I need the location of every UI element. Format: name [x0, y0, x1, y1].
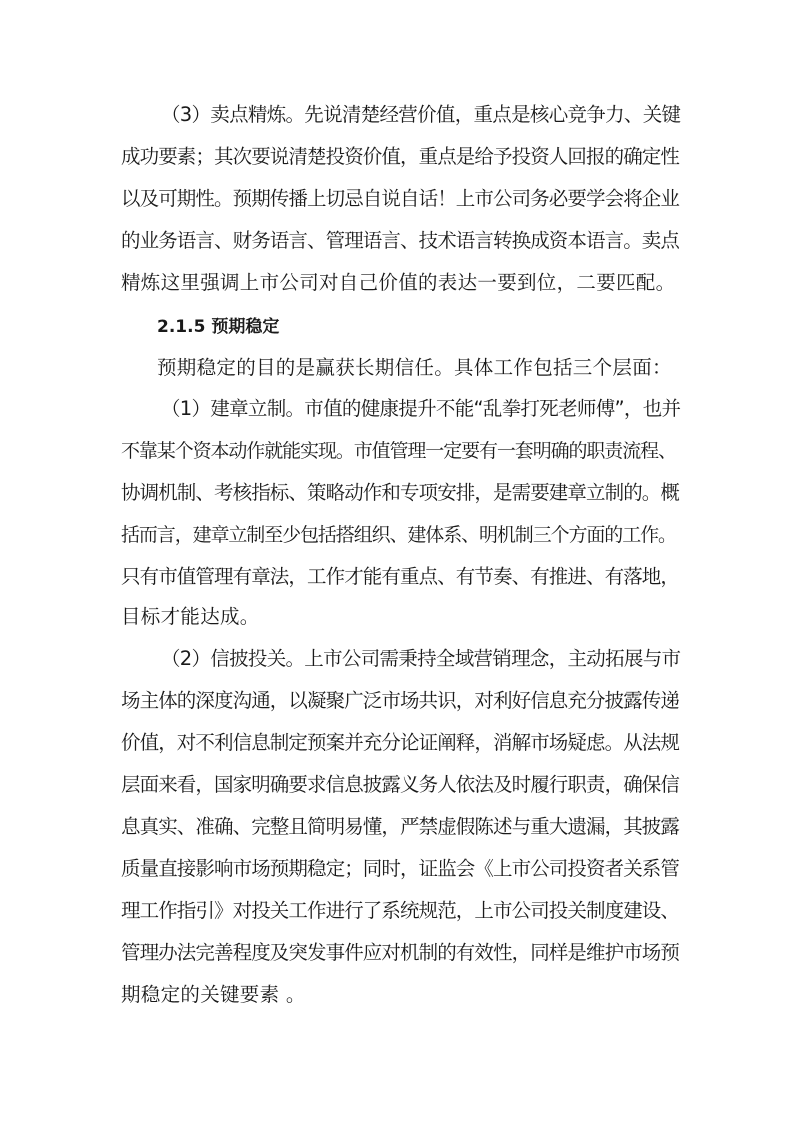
- paragraph-1-line-3: 以及可期性。预期传播上切忌自说自话！上市公司务必要学会将企业: [121, 187, 680, 210]
- paragraph-4-line-4: 层面来看，国家明确要求信息披露义务人依法及时履行职责，确保信: [121, 773, 680, 796]
- paragraph-4-line-2: 场主体的深度沟通，以凝聚广泛市场共识，对利好信息充分披露传递: [121, 689, 680, 712]
- paragraph-4-line-8: 管理办法完善程度及突发事件应对机制的有效性，同样是维护市场预: [121, 941, 680, 964]
- paragraph-3-line-1: （1）建章立制。市值的健康提升不能“乱拳打死老师傅”，也并: [161, 397, 681, 420]
- paragraph-3-line-4: 括而言，建章立制至少包括搭组织、建体系、明机制三个方面的工作。: [121, 524, 676, 546]
- paragraph-3-line-5: 只有市值管理有章法，工作才能有重点、有节奏、有推进、有落地，: [121, 565, 680, 588]
- paragraph-1-line-5: 精炼这里强调上市公司对自己价值的表达一要到位，二要匹配。: [121, 271, 676, 294]
- paragraph-1-line-1: （3）卖点精炼。先说清楚经营价值，重点是核心竞争力、关键: [161, 103, 681, 126]
- paragraph-1-line-2: 成功要素；其次要说清楚投资价值，重点是给予投资人回报的确定性: [121, 145, 680, 168]
- paragraph-3-line-6: 目标才能达成。: [121, 605, 260, 628]
- paragraph-4-line-1: （2）信披投关。上市公司需秉持全域营销理念，主动拓展与市: [161, 647, 681, 670]
- section-heading: 2.1.5 预期稳定: [157, 317, 280, 337]
- paragraph-3-line-2: 不靠某个资本动作就能实现。市值管理一定要有一套明确的职责流程、: [121, 440, 676, 462]
- paragraph-2-line-1: 预期稳定的目的是赢获长期信任。具体工作包括三个层面：: [157, 356, 672, 379]
- paragraph-4-line-5: 息真实、准确、完整且简明易懂，严禁虚假陈述与重大遗漏，其披露: [121, 815, 680, 838]
- paragraph-4-line-9: 期稳定的关键要素 。: [121, 983, 306, 1006]
- paragraph-1-line-4: 的业务语言、财务语言、管理语言、技术语言转换成资本语言。卖点: [121, 229, 680, 252]
- paragraph-4-line-6: 质量直接影响市场预期稳定；同时，证监会《上市公司投资者关系管: [121, 857, 680, 880]
- paragraph-4-line-3: 价值，对不利信息制定预案并充分论证阐释，消解市场疑虑。从法规: [121, 731, 680, 754]
- paragraph-3-line-3: 协调机制、考核指标、策略动作和专项安排，是需要建章立制的。概: [121, 481, 680, 504]
- paragraph-4-line-7: 理工作指引》对投关工作进行了系统规范，上市公司投关制度建设、: [121, 899, 680, 922]
